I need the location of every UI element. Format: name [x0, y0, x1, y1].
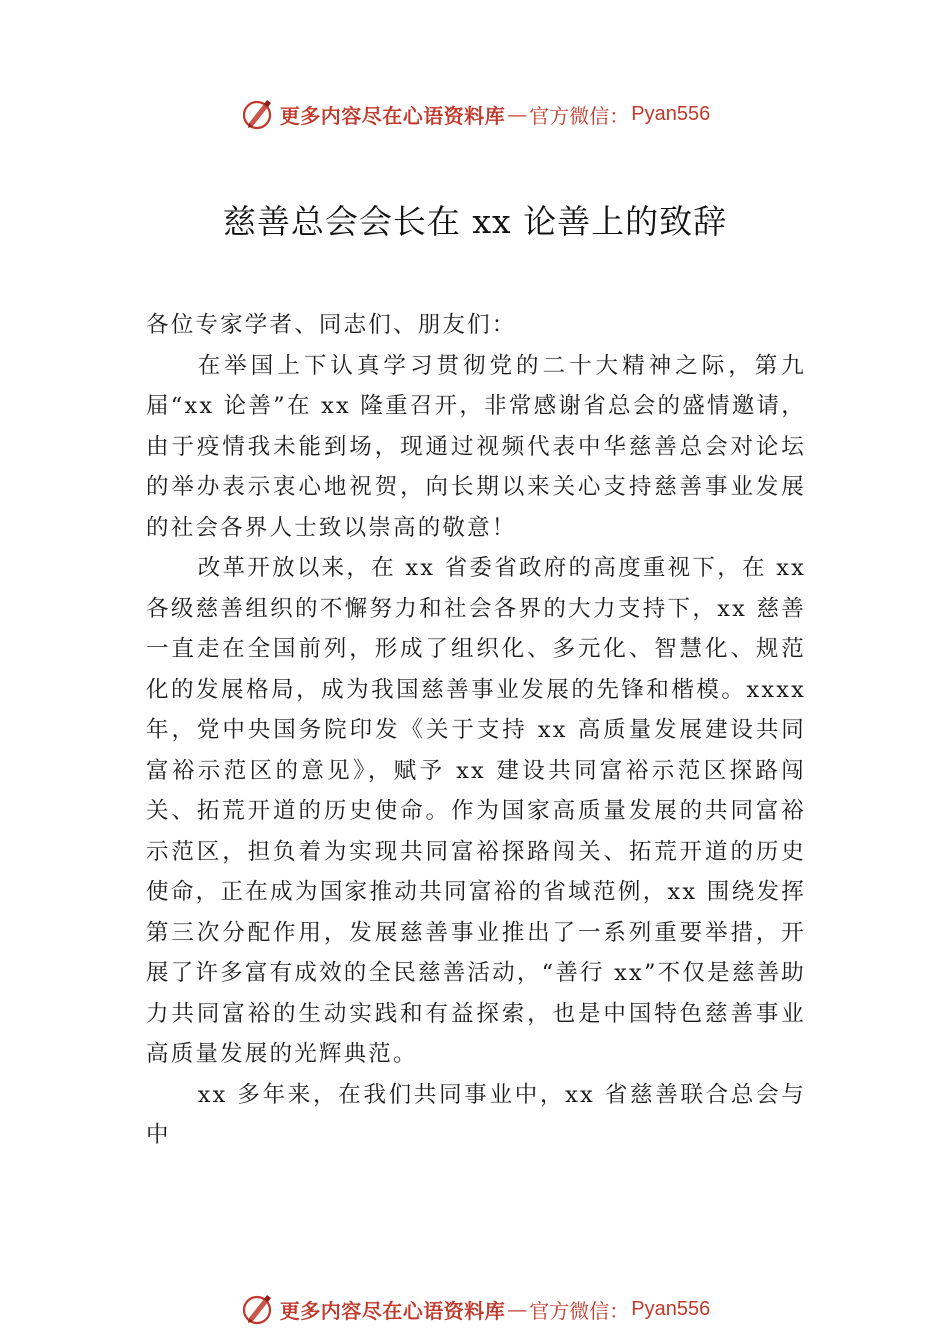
document-title: 慈善总会会长在 xx 论善上的致辞 — [222, 202, 728, 241]
paragraph-3: xx 多年来，在我们共同事业中，xx 省慈善联合总会与中 — [146, 1081, 806, 1148]
banner-brand-text: 更多内容尽在心语资料库 — [279, 103, 506, 128]
banner-separator: — — [507, 102, 528, 126]
pen-logo-icon — [240, 1291, 276, 1327]
banner-wechat-id: Pyan556 — [631, 102, 711, 125]
paragraph-2: 改革开放以来，在 xx 省委省政府的高度重视下，在 xx 各级慈善组织的不懈努力和社会各界的大力支持下，xx 慈善一直走在全国前列，形成了组织化、多元化、智慧化、规范化的发展格局，成为我国慈善事业发展的先锋和楷模。xxxx 年，党中央国务院印发《关于支持 xx 高质量发展建设共同富裕示范区的意见》，赋予 xx 建设共同富裕示范区探路闯关、拓荒开道的历史使命。作为国家高质量发展的共同富裕示范区，担负着为实现共同富裕探路闯关、拓荒开道的历史使命，正在成为国家推动共同富裕的省域范例，xx 围绕发挥第三次分配作用，发展慈善事业推出了一系列重要举措，开展了许多富有成效的全民慈善活动，“善行 xx”不仅是慈善助力共同富裕的生动实践和有益探索，也是中国特色慈善事业高质量发展的光辉典范。 — [146, 555, 806, 1067]
banner-wechat-label: 官方微信： — [529, 103, 630, 128]
footer-banner — [0, 1289, 950, 1329]
salutation: 各位专家学者、同志们、朋友们： — [146, 312, 517, 338]
document-body — [146, 305, 806, 1156]
header-banner — [0, 94, 950, 134]
paragraph-1: 在举国上下认真学习贯彻党的二十大精神之际，第九届“xx 论善”在 xx 隆重召开，非常感谢省总会的盛情邀请，由于疫情我未能到场，现通过视频代表中华慈善总会对论坛的举办表示衷心地祝贺，向长期以来关心支持慈善事业发展的社会各界人士致以崇高的敬意！ — [146, 352, 806, 541]
banner-separator: — — [507, 1297, 528, 1321]
pen-logo-icon — [240, 96, 276, 132]
banner-wechat-label: 官方微信： — [529, 1298, 630, 1323]
banner-wechat-id: Pyan556 — [631, 1297, 711, 1320]
banner-brand-text: 更多内容尽在心语资料库 — [279, 1298, 506, 1323]
